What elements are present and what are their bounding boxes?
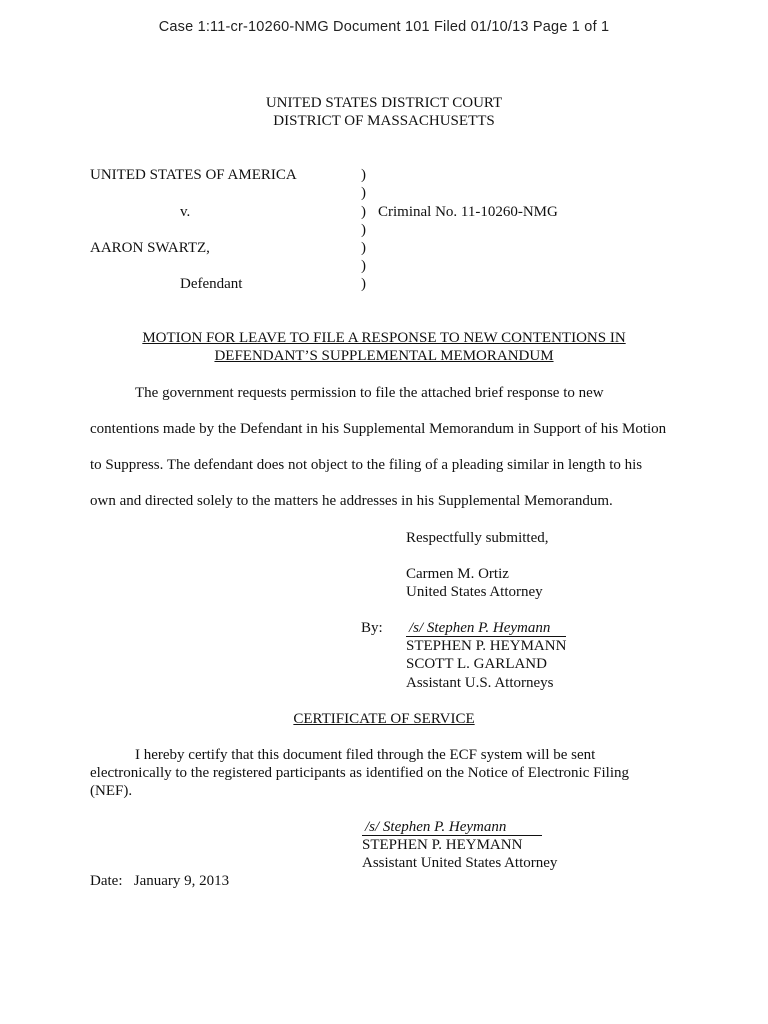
motion-title-text: MOTION FOR LEAVE TO FILE A RESPONSE TO NEW CONTENTIONS IN: [142, 330, 626, 346]
certificate-line-2: electronically to the registered participants as identified on the Notice of Electronic Filing: [90, 765, 629, 781]
case-number: Criminal No. 11-10260-NMG: [378, 204, 558, 220]
closing: Respectfully submitted,: [406, 530, 549, 546]
caption-paren: ): [361, 258, 366, 274]
certificate-signer-title: Assistant United States Attorney: [362, 855, 558, 871]
certificate-title: CERTIFICATE OF SERVICE: [293, 711, 475, 727]
esign-text: /s/ Stephen P. Heymann: [406, 620, 566, 637]
certificate-signer: STEPHEN P. HEYMANN: [362, 837, 523, 853]
defendant-label: Defendant: [180, 276, 243, 292]
ecf-header-stamp: Case 1:11-cr-10260-NMG Document 101 Filed 01/10/13 Page 1 of 1: [158, 19, 610, 35]
certificate-esign-text: /s/ Stephen P. Heymann: [362, 819, 542, 836]
caption-paren: ): [361, 204, 366, 220]
caption-paren: ): [361, 222, 366, 238]
signer-name-1: STEPHEN P. HEYMANN: [406, 638, 567, 654]
date-line: Date: January 9, 2013: [90, 873, 230, 889]
body-line-4: own and directed solely to the matters he addresses in his Supplemental Memorandum.: [90, 493, 613, 509]
caption-paren: ): [361, 167, 366, 183]
certificate-line-1: I hereby certify that this document filed through the ECF system will be sent: [135, 747, 596, 763]
motion-title-line1: [0, 329, 768, 347]
caption-paren: ): [361, 185, 366, 201]
by-label: By:: [361, 620, 383, 636]
motion-title-line2: [0, 347, 768, 365]
motion-title-text: DEFENDANT’S SUPPLEMENTAL MEMORANDUM: [214, 348, 554, 364]
electronic-signature: [406, 619, 566, 637]
body-line-2: contentions made by the Defendant in his Supplemental Memorandum in Support of his Motion: [90, 421, 667, 437]
signers-title: Assistant U.S. Attorneys: [406, 675, 554, 691]
us-attorney-name: Carmen M. Ortiz: [406, 566, 509, 582]
court-name: UNITED STATES DISTRICT COURT: [265, 95, 503, 111]
certificate-line-3: (NEF).: [90, 783, 133, 799]
court-district: DISTRICT OF MASSACHUSETTS: [273, 113, 495, 129]
defendant-name: AARON SWARTZ,: [90, 240, 210, 256]
us-attorney-title: United States Attorney: [406, 584, 543, 600]
signer-name-2: SCOTT L. GARLAND: [406, 656, 547, 672]
plaintiff-name: UNITED STATES OF AMERICA: [90, 167, 297, 183]
versus-label: v.: [180, 204, 191, 220]
body-line-3: to Suppress. The defendant does not object to the filing of a pleading similar in length to his: [90, 457, 643, 473]
body-line-1: The government requests permission to file the attached brief response to new: [135, 385, 604, 401]
caption-paren: ): [361, 240, 366, 256]
caption-paren: ): [361, 276, 366, 292]
certificate-title-row: [0, 710, 768, 728]
certificate-electronic-signature: [362, 818, 542, 836]
